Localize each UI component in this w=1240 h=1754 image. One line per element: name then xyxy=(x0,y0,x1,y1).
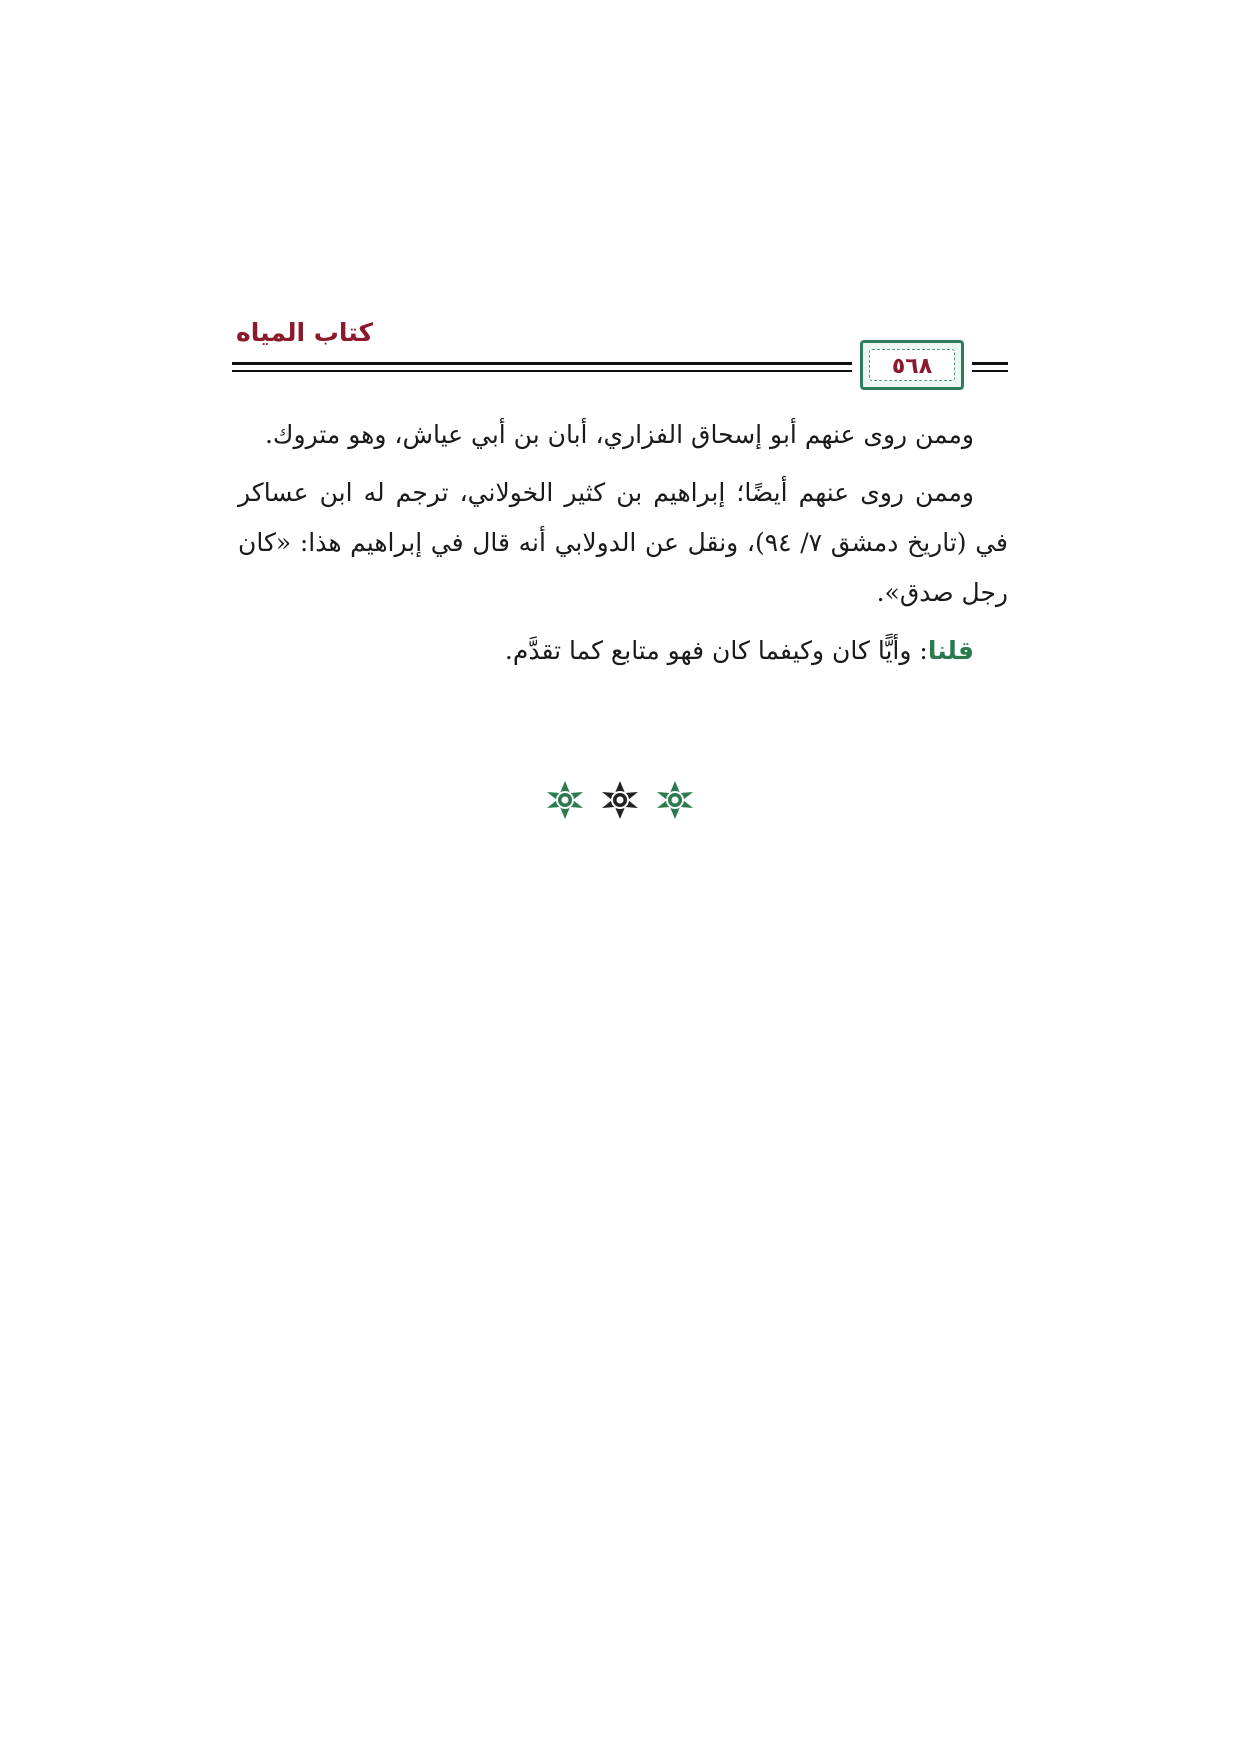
paragraph: وممن روى عنهم أيضًا؛ إبراهيم بن كثير الخولاني، ترجم له ابن عساكر في (تاريخ دمشق ٧/ ٩٤)، ونقل عن الدولابي أنه قال في إبراهيم هذا: «كان رجل صدق». xyxy=(238,478,1008,607)
conclusion-paragraph xyxy=(238,626,1008,676)
conclusion-text: : وأيًّا كان وكيفما كان فهو متابع كما تقدَّم. xyxy=(504,636,928,665)
header-rule xyxy=(972,370,1008,372)
star-flower-ornament-icon xyxy=(655,780,695,820)
header-rule xyxy=(232,362,852,365)
body-text xyxy=(238,410,1008,684)
star-flower-ornament-icon xyxy=(545,780,585,820)
book-title: كتاب المياه xyxy=(236,318,374,347)
header-rule xyxy=(232,370,852,372)
page-number-frame-inner xyxy=(869,349,955,381)
conclusion-label: قلنا xyxy=(927,636,974,665)
page-number: ٥٦٨ xyxy=(891,354,933,379)
section-end-ornaments xyxy=(0,780,1240,824)
page-number-frame xyxy=(860,340,964,390)
header-rule xyxy=(972,362,1008,365)
page-header xyxy=(232,318,1008,390)
paragraph: وممن روى عنهم أبو إسحاق الفزاري، أبان بن أبي عياش، وهو متروك. xyxy=(264,420,974,449)
star-flower-ornament-icon xyxy=(600,780,640,820)
